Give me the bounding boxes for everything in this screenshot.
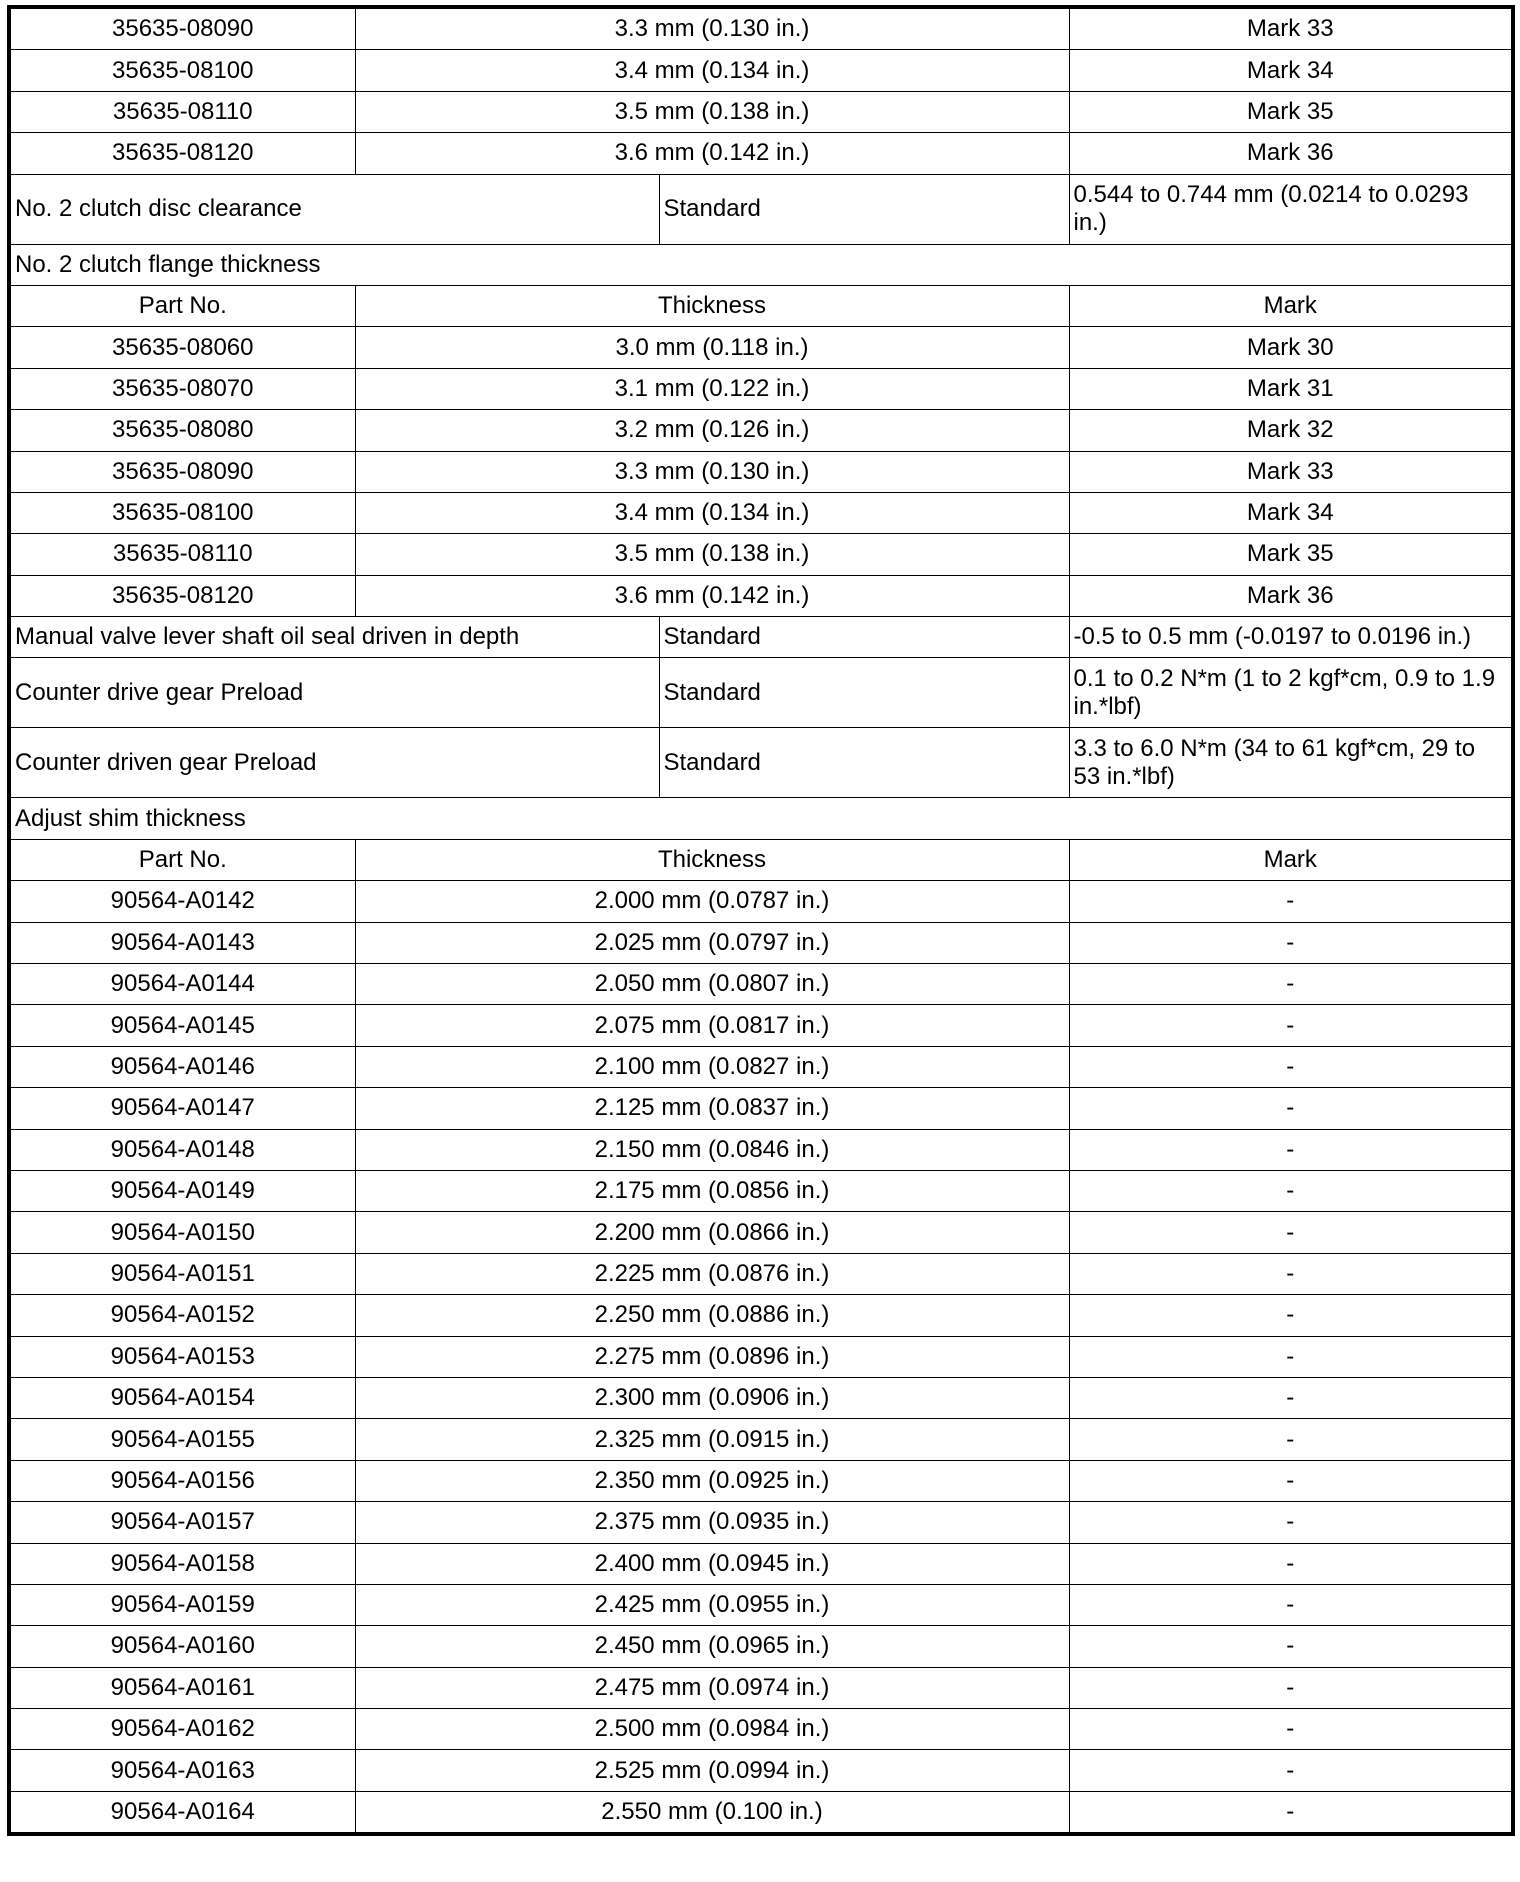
table-row [9, 534, 1513, 575]
thickness-cell: 3.2 mm (0.126 in.) [355, 410, 1069, 451]
thickness-cell: 2.400 mm (0.0945 in.) [355, 1543, 1069, 1584]
table-row [9, 1709, 1513, 1750]
spec-value: 0.544 to 0.744 mm (0.0214 to 0.0293 in.) [1069, 174, 1513, 244]
mark-cell: Mark 30 [1069, 327, 1513, 368]
table-row [9, 1253, 1513, 1294]
thickness-cell: 2.325 mm (0.0915 in.) [355, 1419, 1069, 1460]
mark-cell: - [1069, 1088, 1513, 1129]
part-number-cell: 90564-A0160 [9, 1626, 355, 1667]
thickness-cell: 2.300 mm (0.0906 in.) [355, 1377, 1069, 1418]
part-number-cell: 35635-08120 [9, 575, 355, 616]
spec-type: Standard [659, 617, 1069, 658]
table-row [9, 1667, 1513, 1708]
part-number-cell: 35635-08070 [9, 368, 355, 409]
spec-label: No. 2 clutch disc clearance [9, 174, 659, 244]
table-row [9, 1626, 1513, 1667]
mark-cell: - [1069, 1750, 1513, 1791]
table-row [9, 1502, 1513, 1543]
thickness-cell: 2.000 mm (0.0787 in.) [355, 881, 1069, 922]
part-number-cell: 90564-A0158 [9, 1543, 355, 1584]
table-row [9, 1129, 1513, 1170]
table-row [9, 1419, 1513, 1460]
mark-cell: - [1069, 1543, 1513, 1584]
shim-header-row [9, 839, 1513, 880]
table-row [9, 1543, 1513, 1584]
spec-value: 3.3 to 6.0 N*m (34 to 61 kgf*cm, 29 to 53 in.*lbf) [1069, 728, 1513, 798]
mark-cell: Mark 32 [1069, 410, 1513, 451]
thickness-cell: 3.1 mm (0.122 in.) [355, 368, 1069, 409]
mark-cell: Mark 36 [1069, 575, 1513, 616]
thickness-cell: 2.250 mm (0.0886 in.) [355, 1295, 1069, 1336]
counter-drive-preload-row [9, 658, 1513, 728]
thickness-cell: 2.450 mm (0.0965 in.) [355, 1626, 1069, 1667]
part-number-cell: 35635-08080 [9, 410, 355, 451]
mark-cell: - [1069, 1709, 1513, 1750]
section-title: Adjust shim thickness [9, 798, 1513, 839]
thickness-cell: 3.3 mm (0.130 in.) [355, 451, 1069, 492]
table-row [9, 50, 1513, 91]
thickness-cell: 3.5 mm (0.138 in.) [355, 534, 1069, 575]
table-row [9, 1046, 1513, 1087]
thickness-cell: 2.375 mm (0.0935 in.) [355, 1502, 1069, 1543]
mark-cell: - [1069, 1584, 1513, 1625]
thickness-cell: 2.075 mm (0.0817 in.) [355, 1005, 1069, 1046]
table-row [9, 881, 1513, 922]
mark-cell: Mark 35 [1069, 534, 1513, 575]
thickness-cell: 2.125 mm (0.0837 in.) [355, 1088, 1069, 1129]
thickness-cell: 2.350 mm (0.0925 in.) [355, 1460, 1069, 1501]
oil-seal-depth-row [9, 617, 1513, 658]
part-number-cell: 35635-08110 [9, 91, 355, 132]
table-row [9, 451, 1513, 492]
table-row [9, 922, 1513, 963]
table-row [9, 368, 1513, 409]
mark-cell: - [1069, 964, 1513, 1005]
spec-value: -0.5 to 0.5 mm (-0.0197 to 0.0196 in.) [1069, 617, 1513, 658]
part-no-header: Part No. [9, 285, 355, 326]
mark-cell: Mark 31 [1069, 368, 1513, 409]
part-no-header: Part No. [9, 839, 355, 880]
mark-cell: - [1069, 1502, 1513, 1543]
mark-cell: - [1069, 1212, 1513, 1253]
specification-table-body [9, 7, 1513, 1834]
mark-cell: Mark 33 [1069, 451, 1513, 492]
mark-cell: - [1069, 1419, 1513, 1460]
part-number-cell: 90564-A0143 [9, 922, 355, 963]
part-number-cell: 90564-A0159 [9, 1584, 355, 1625]
part-number-cell: 35635-08110 [9, 534, 355, 575]
part-number-cell: 90564-A0152 [9, 1295, 355, 1336]
mark-cell: - [1069, 922, 1513, 963]
part-number-cell: 35635-08100 [9, 50, 355, 91]
mark-cell: Mark 34 [1069, 492, 1513, 533]
thickness-header: Thickness [355, 285, 1069, 326]
spec-value: 0.1 to 0.2 N*m (1 to 2 kgf*cm, 0.9 to 1.9 in.*lbf) [1069, 658, 1513, 728]
part-number-cell: 90564-A0150 [9, 1212, 355, 1253]
thickness-cell: 3.4 mm (0.134 in.) [355, 50, 1069, 91]
mark-cell: - [1069, 1377, 1513, 1418]
section-title: No. 2 clutch flange thickness [9, 244, 1513, 285]
table-row [9, 1170, 1513, 1211]
mark-cell: - [1069, 1170, 1513, 1211]
spec-type: Standard [659, 658, 1069, 728]
table-row [9, 1005, 1513, 1046]
mark-cell: - [1069, 1791, 1513, 1834]
part-number-cell: 90564-A0154 [9, 1377, 355, 1418]
part-number-cell: 90564-A0153 [9, 1336, 355, 1377]
mark-cell: - [1069, 1626, 1513, 1667]
part-number-cell: 90564-A0149 [9, 1170, 355, 1211]
table-row [9, 492, 1513, 533]
table-row [9, 1212, 1513, 1253]
table-row [9, 575, 1513, 616]
part-number-cell: 35635-08100 [9, 492, 355, 533]
thickness-cell: 2.225 mm (0.0876 in.) [355, 1253, 1069, 1294]
mark-cell: - [1069, 1460, 1513, 1501]
thickness-cell: 2.525 mm (0.0994 in.) [355, 1750, 1069, 1791]
part-number-cell: 35635-08090 [9, 7, 355, 50]
thickness-cell: 2.175 mm (0.0856 in.) [355, 1170, 1069, 1211]
thickness-cell: 2.150 mm (0.0846 in.) [355, 1129, 1069, 1170]
mark-cell: - [1069, 881, 1513, 922]
part-number-cell: 90564-A0145 [9, 1005, 355, 1046]
part-number-cell: 90564-A0164 [9, 1791, 355, 1834]
spec-type: Standard [659, 728, 1069, 798]
part-number-cell: 90564-A0151 [9, 1253, 355, 1294]
table-row [9, 133, 1513, 174]
part-number-cell: 90564-A0144 [9, 964, 355, 1005]
mark-cell: - [1069, 1336, 1513, 1377]
part-number-cell: 90564-A0142 [9, 881, 355, 922]
thickness-cell: 2.275 mm (0.0896 in.) [355, 1336, 1069, 1377]
thickness-cell: 2.025 mm (0.0797 in.) [355, 922, 1069, 963]
part-number-cell: 90564-A0157 [9, 1502, 355, 1543]
table-row [9, 1750, 1513, 1791]
table-row [9, 91, 1513, 132]
clutch-disc-clearance-row [9, 174, 1513, 244]
table-row [9, 1295, 1513, 1336]
part-number-cell: 90564-A0163 [9, 1750, 355, 1791]
mark-cell: Mark 34 [1069, 50, 1513, 91]
part-number-cell: 90564-A0155 [9, 1419, 355, 1460]
part-number-cell: 90564-A0162 [9, 1709, 355, 1750]
thickness-cell: 3.4 mm (0.134 in.) [355, 492, 1069, 533]
mark-cell: - [1069, 1005, 1513, 1046]
table-row [9, 1336, 1513, 1377]
mark-header: Mark [1069, 285, 1513, 326]
part-number-cell: 90564-A0148 [9, 1129, 355, 1170]
part-number-cell: 90564-A0161 [9, 1667, 355, 1708]
specification-table [7, 5, 1515, 1836]
counter-driven-preload-row [9, 728, 1513, 798]
part-number-cell: 90564-A0147 [9, 1088, 355, 1129]
mark-cell: - [1069, 1295, 1513, 1336]
table-row [9, 1460, 1513, 1501]
thickness-cell: 2.100 mm (0.0827 in.) [355, 1046, 1069, 1087]
spec-label: Manual valve lever shaft oil seal driven in depth [9, 617, 659, 658]
thickness-cell: 3.0 mm (0.118 in.) [355, 327, 1069, 368]
part-number-cell: 90564-A0156 [9, 1460, 355, 1501]
table-row [9, 7, 1513, 50]
table-row [9, 1584, 1513, 1625]
part-number-cell: 90564-A0146 [9, 1046, 355, 1087]
flange-header-row [9, 285, 1513, 326]
mark-header: Mark [1069, 839, 1513, 880]
mark-cell: - [1069, 1253, 1513, 1294]
thickness-cell: 3.6 mm (0.142 in.) [355, 133, 1069, 174]
mark-cell: - [1069, 1046, 1513, 1087]
mark-cell: Mark 35 [1069, 91, 1513, 132]
thickness-cell: 2.200 mm (0.0866 in.) [355, 1212, 1069, 1253]
mark-cell: - [1069, 1667, 1513, 1708]
table-row [9, 964, 1513, 1005]
spec-label: Counter drive gear Preload [9, 658, 659, 728]
flange-thickness-title-row [9, 244, 1513, 285]
mark-cell: - [1069, 1129, 1513, 1170]
thickness-cell: 2.050 mm (0.0807 in.) [355, 964, 1069, 1005]
shim-thickness-title-row [9, 798, 1513, 839]
thickness-cell: 3.3 mm (0.130 in.) [355, 7, 1069, 50]
spec-label: Counter driven gear Preload [9, 728, 659, 798]
table-row [9, 327, 1513, 368]
table-row [9, 1377, 1513, 1418]
thickness-cell: 2.425 mm (0.0955 in.) [355, 1584, 1069, 1625]
table-row [9, 410, 1513, 451]
part-number-cell: 35635-08060 [9, 327, 355, 368]
thickness-cell: 2.550 mm (0.100 in.) [355, 1791, 1069, 1834]
thickness-cell: 3.5 mm (0.138 in.) [355, 91, 1069, 132]
spec-type: Standard [659, 174, 1069, 244]
thickness-cell: 3.6 mm (0.142 in.) [355, 575, 1069, 616]
part-number-cell: 35635-08120 [9, 133, 355, 174]
mark-cell: Mark 33 [1069, 7, 1513, 50]
table-row [9, 1088, 1513, 1129]
mark-cell: Mark 36 [1069, 133, 1513, 174]
thickness-cell: 2.475 mm (0.0974 in.) [355, 1667, 1069, 1708]
thickness-header: Thickness [355, 839, 1069, 880]
table-row [9, 1791, 1513, 1834]
thickness-cell: 2.500 mm (0.0984 in.) [355, 1709, 1069, 1750]
part-number-cell: 35635-08090 [9, 451, 355, 492]
